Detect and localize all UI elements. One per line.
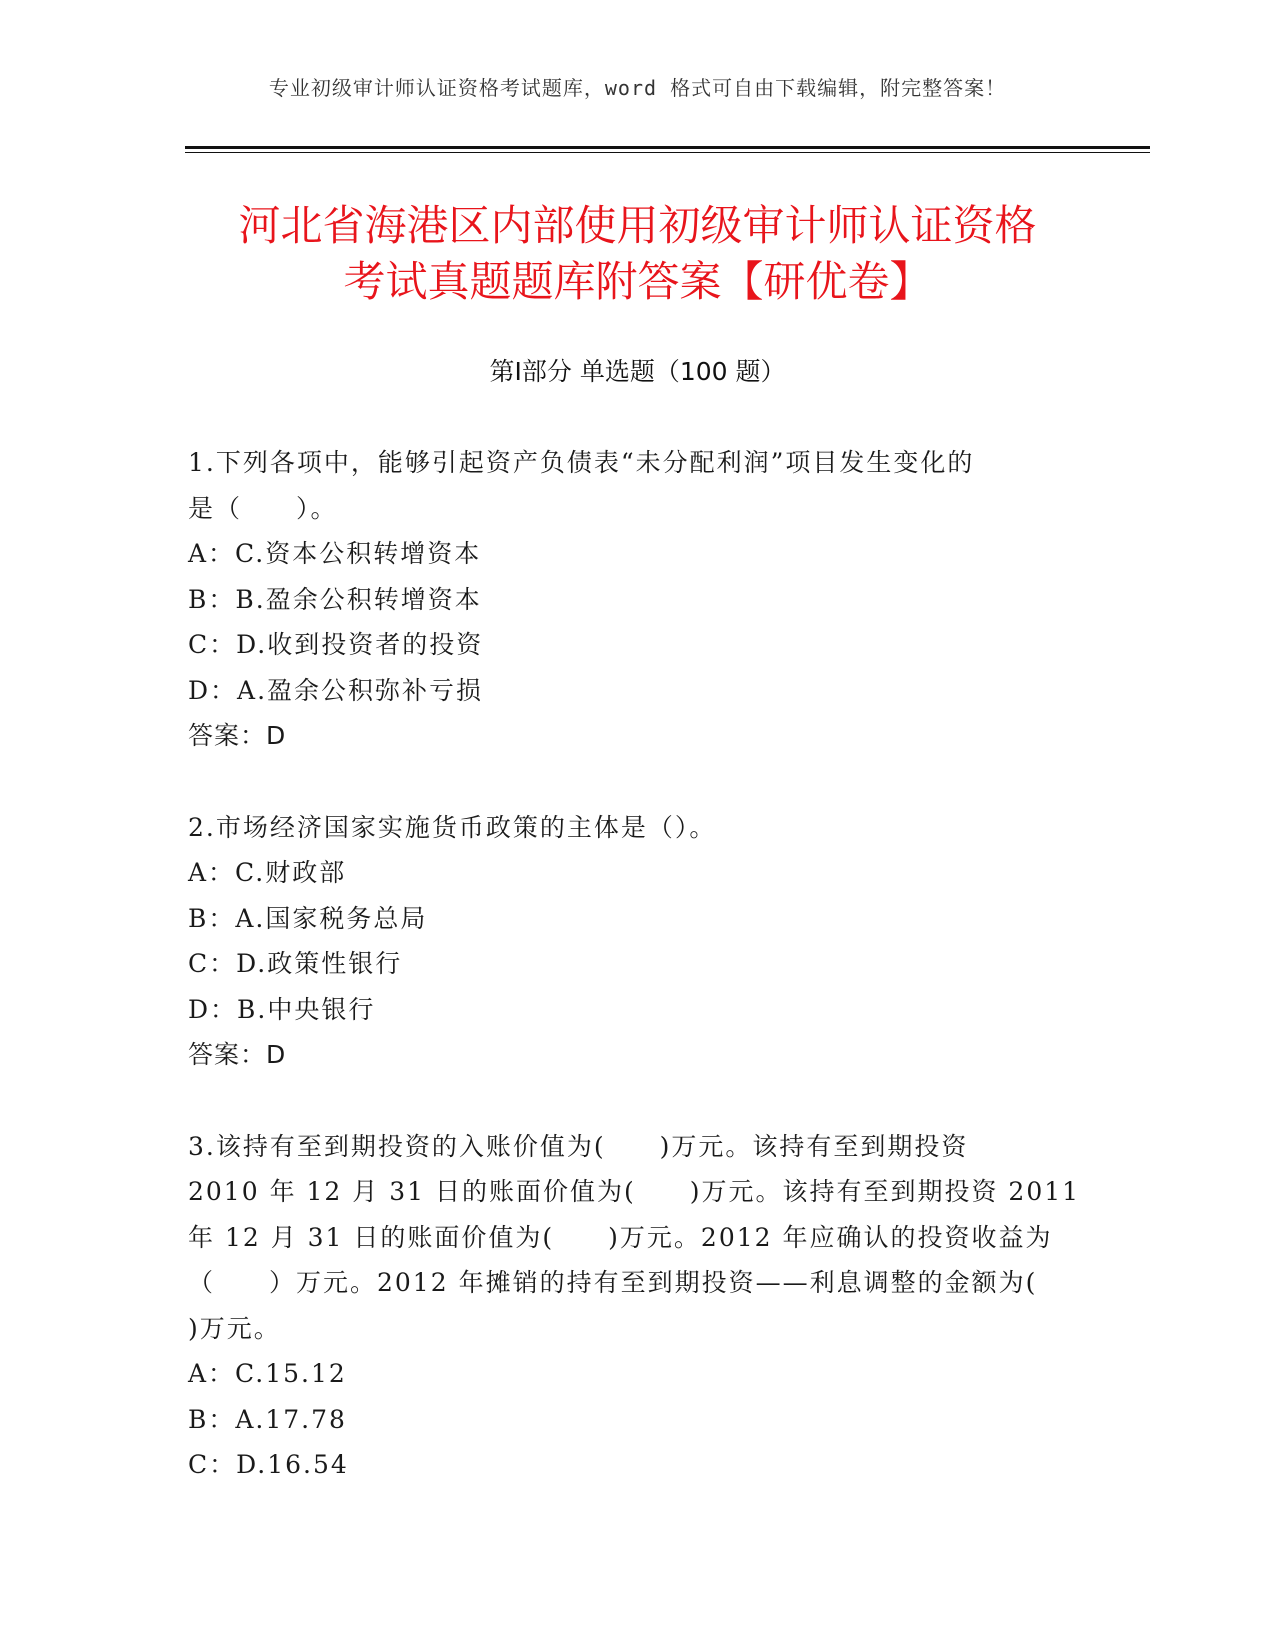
question-stem-line: 2.市场经济国家实施货币政策的主体是（）。	[188, 812, 717, 842]
option-c: C：D.收到投资者的投资	[188, 630, 484, 659]
section-heading: 第Ⅰ部分 单选题（100 题）	[489, 357, 786, 386]
option-c: C：D.政策性银行	[188, 949, 403, 978]
question-stem-line: )万元。	[188, 1313, 281, 1343]
option-b: B：B.盈余公积转增资本	[188, 584, 482, 614]
document-title	[0, 198, 1275, 310]
question-stem-line: 1.下列各项中，能够引起资产负债表“未分配利润”项目发生变化的	[188, 448, 975, 477]
option-a: A：C.财政部	[188, 858, 347, 887]
header-rule-thin	[185, 152, 1150, 153]
question-3	[188, 1124, 1088, 1488]
option-d: D：A.盈余公积弥补亏损	[188, 675, 484, 705]
title-line-2: 考试真题题库附答案【研优卷】	[343, 257, 932, 306]
answer-line: 答案：D	[188, 721, 287, 750]
page-header-note: 专业初级审计师认证资格考试题库，word 格式可自由下载编辑，附完整答案！	[268, 76, 1007, 100]
header-rule-thick	[185, 146, 1150, 149]
answer-line: 答案：D	[188, 1040, 287, 1069]
option-d: D：B.中央银行	[188, 994, 376, 1024]
question-stem-line: 年 12 月 31 日的账面价值为( )万元。2012 年应确认的投资收益为	[188, 1222, 1053, 1252]
question-2	[188, 805, 1088, 1078]
question-stem-line: 3.该持有至到期投资的入账价值为( )万元。该持有至到期投资	[188, 1131, 969, 1161]
question-stem-line: 是（ ）。	[188, 493, 338, 523]
question-stem-line: （ ）万元。2012 年摊销的持有至到期投资——利息调整的金额为(	[188, 1268, 1038, 1297]
question-stem-line: 2010 年 12 月 31 日的账面价值为( )万元。该持有至到期投资 2011	[188, 1177, 1081, 1206]
option-b: B：A.17.78	[188, 1404, 347, 1434]
option-a: A：C.15.12	[188, 1359, 347, 1388]
question-1	[188, 440, 1088, 759]
question-list	[188, 440, 1088, 1534]
option-a: A：C.资本公积转增资本	[188, 539, 482, 568]
option-c: C：D.16.54	[188, 1450, 349, 1479]
title-line-1: 河北省海港区内部使用初级审计师认证资格	[238, 201, 1037, 250]
option-b: B：A.国家税务总局	[188, 903, 428, 933]
